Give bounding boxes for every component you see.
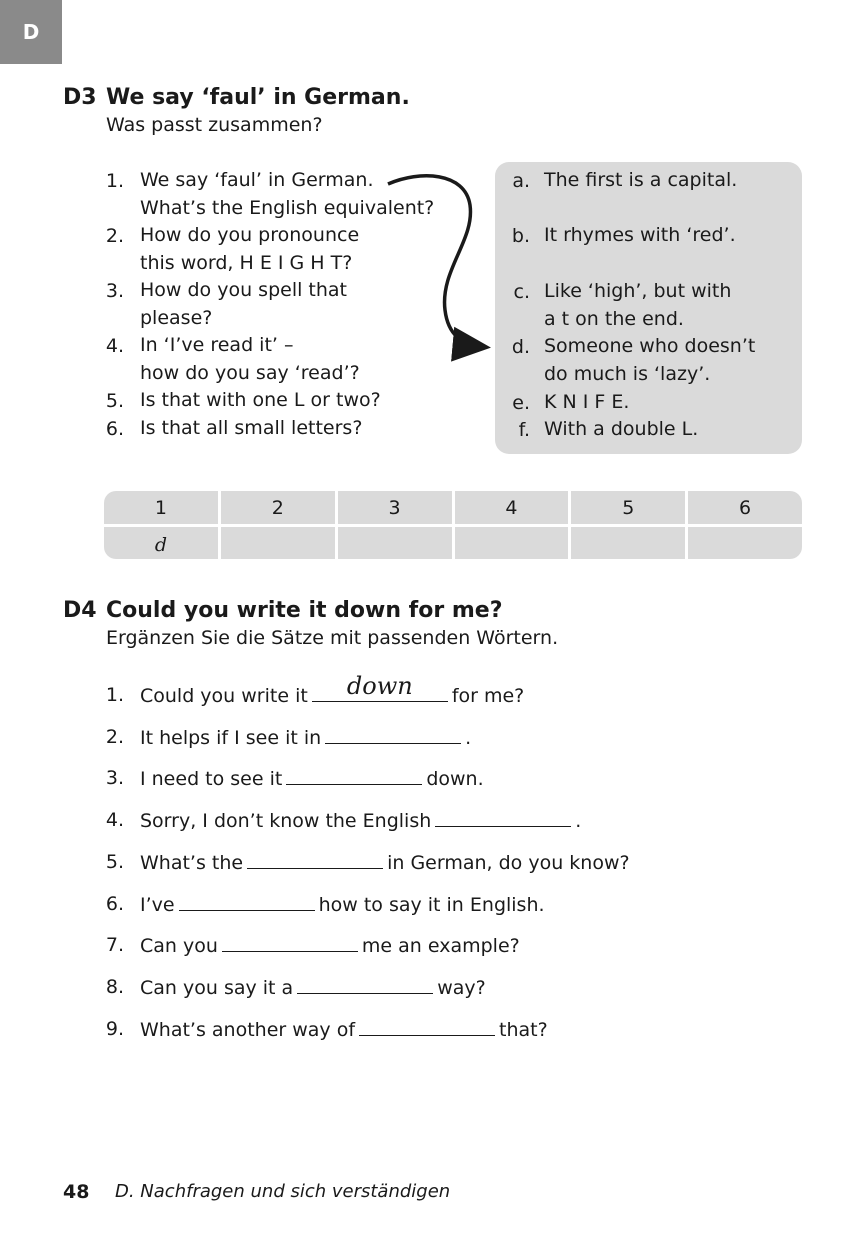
question-line: please? [140, 306, 213, 329]
grid-header-cell: 4 [455, 491, 569, 524]
sentence-after: . [465, 726, 472, 749]
question-line: How do you pronounce [140, 224, 360, 246]
sentence-number: 7. [105, 934, 124, 957]
blank-field[interactable] [435, 806, 571, 827]
sentence [140, 672, 525, 711]
exercise-title-d4: Could you write it down for me? [106, 598, 503, 623]
question-number: 3. [105, 280, 124, 302]
sentence-number: 6. [105, 892, 124, 915]
sentence-number: 3. [105, 767, 124, 790]
blank-field[interactable] [297, 973, 433, 994]
blank-field[interactable] [222, 931, 358, 952]
sentence-after: for me? [451, 685, 525, 707]
sentence-before: I need to see it [140, 768, 283, 791]
question-line: this word, H E I G H T? [140, 251, 353, 274]
sentence-before: I’ve [140, 893, 175, 916]
sentence-before: Can you say it a [140, 976, 294, 999]
grid-answer-cell[interactable] [571, 527, 685, 559]
sentence-before: It helps if I see it in [140, 726, 322, 749]
answer-letter: c. [513, 281, 530, 303]
exercise-number-d4: D4 [63, 598, 97, 623]
question-line: How do you spell that [140, 279, 347, 301]
blank-field[interactable] [312, 672, 448, 702]
sentence-after: . [575, 810, 582, 833]
grid-header-cell: 2 [221, 491, 335, 524]
sentence-before: What’s the [140, 851, 244, 874]
answer-line: a t on the end. [544, 307, 684, 330]
answer-letter: f. [518, 419, 530, 441]
sentence-before: Could you write it [140, 685, 308, 707]
sentence-after: way? [437, 976, 486, 999]
grid-answer-cell[interactable]: d [104, 527, 218, 559]
sentence-after: that? [499, 1018, 548, 1041]
blank-field[interactable] [247, 848, 383, 869]
sentence [140, 890, 545, 920]
grid-header-cell: 1 [104, 491, 218, 524]
sentence-number: 5. [105, 850, 124, 873]
sentence [140, 723, 471, 753]
sentence-number: 1. [105, 684, 124, 706]
sentence-after: how to say it in English. [318, 893, 545, 916]
blank-field[interactable] [325, 723, 461, 744]
question-line: In ‘I’ve read it’ – [140, 334, 294, 356]
sentence-after: down. [426, 768, 484, 791]
answer-line: do much is ‘lazy’. [544, 362, 711, 385]
question-number: 4. [105, 335, 124, 357]
page-number: 48 [63, 1181, 90, 1203]
grid-header-cell: 6 [688, 491, 802, 524]
sentence [140, 1015, 548, 1045]
question-number: 2. [105, 225, 124, 247]
sentence-number: 8. [105, 975, 124, 998]
grid-header-cell: 5 [571, 491, 685, 524]
blank-answer: down [346, 672, 413, 700]
sentence-number: 2. [105, 725, 124, 748]
answer-letter: b. [511, 225, 530, 247]
question-number: 1. [105, 170, 124, 192]
sentence [140, 973, 486, 1003]
answer-grid [104, 491, 802, 559]
blank-field[interactable] [179, 890, 315, 911]
exercise-number-d3: D3 [63, 85, 97, 110]
grid-answer-cell[interactable] [221, 527, 335, 559]
sentence-before: Sorry, I don’t know the English [140, 810, 432, 833]
answer-letter: d. [511, 336, 530, 358]
answer-letter: a. [512, 170, 530, 192]
answer-line: Like ‘high’, but with [544, 280, 732, 302]
answer-line: K N I F E. [544, 391, 630, 413]
chapter-title: D. Nachfragen und sich verständigen [115, 1181, 451, 1202]
sentence [140, 848, 630, 878]
match-arrow-icon [0, 0, 861, 460]
sentence [140, 931, 520, 961]
sentence-before: What’s another way of [140, 1018, 356, 1041]
sentence [140, 806, 581, 836]
grid-answer-cell[interactable] [455, 527, 569, 559]
sentence-number: 9. [105, 1017, 124, 1040]
grid-header-cell: 3 [338, 491, 452, 524]
exercise-title-d3: We say ‘faul’ in German. [106, 85, 410, 110]
sentence-number: 4. [105, 809, 124, 832]
grid-answer-cell[interactable] [338, 527, 452, 559]
section-tab: D [0, 0, 62, 64]
question-line: Is that all small letters? [140, 416, 363, 439]
question-line: Is that with one L or two? [140, 389, 381, 411]
answer-line: Someone who doesn’t [544, 335, 756, 357]
question-line: What’s the English equivalent? [140, 196, 435, 219]
sentence [140, 764, 484, 794]
question-line: We say ‘faul’ in German. [140, 169, 374, 191]
sentence-after: in German, do you know? [387, 851, 630, 874]
blank-field[interactable] [286, 764, 422, 785]
answer-line: With a double L. [544, 418, 699, 440]
question-number: 6. [105, 417, 124, 440]
grid-answer-cell[interactable] [688, 527, 802, 559]
blank-field[interactable] [359, 1015, 495, 1036]
exercise-instruction-d4: Ergänzen Sie die Sätze mit passenden Wörtern. [106, 627, 559, 649]
sentence-after: me an example? [361, 935, 520, 958]
exercise-instruction-d3: Was passt zusammen? [106, 114, 323, 136]
sentence-before: Can you [140, 935, 218, 958]
answer-line: It rhymes with ‘red’. [544, 224, 736, 246]
answer-letter: e. [512, 392, 530, 414]
question-line: how do you say ‘read’? [140, 361, 360, 384]
question-number: 5. [105, 390, 124, 412]
answer-line: The first is a capital. [544, 169, 738, 191]
